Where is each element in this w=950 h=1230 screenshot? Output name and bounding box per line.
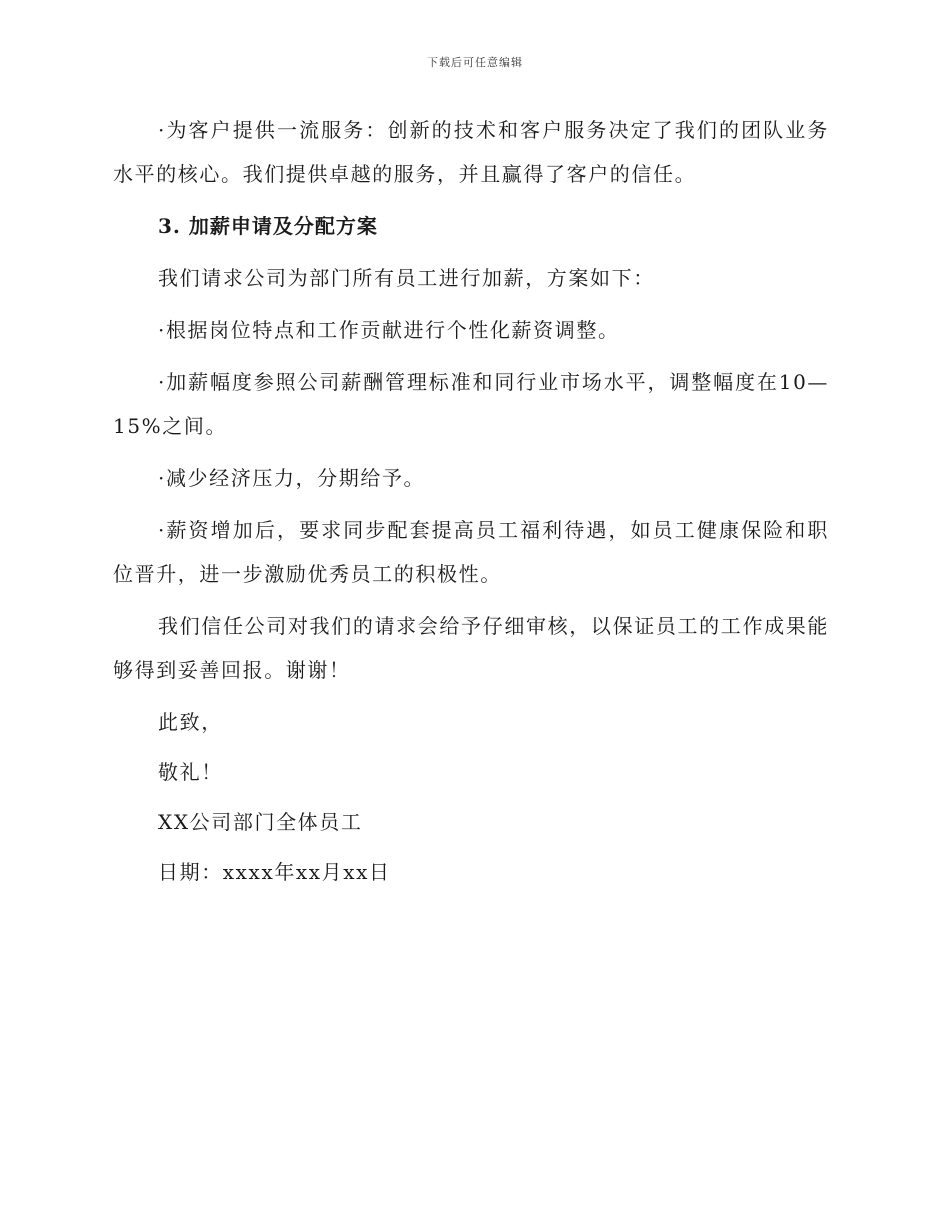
salutation-jingli: 敬礼！ <box>158 760 223 784</box>
raise-request-intro: 我们请求公司为部门所有员工进行加薪，方案如下： <box>158 266 655 290</box>
bullet-benefits: ·薪资增加后，要求同步配套提高员工福利待遇，如员工健康保险和职位晋升，进一步激励优秀员工的积极性。 <box>113 518 829 586</box>
bullet-personalized-adjustment: ·根据岗位特点和工作贡献进行个性化薪资调整。 <box>158 318 620 342</box>
signature-company: XX公司部门全体员工 <box>158 810 363 834</box>
closing-paragraph: 我们信任公司对我们的请求会给予仔细审核，以保证员工的工作成果能够得到妥善回报。谢谢！ <box>113 614 829 682</box>
document-body <box>113 108 829 900</box>
bullet-raise-range: ·加薪幅度参照公司薪酬管理标准和同行业市场水平，调整幅度在10—15%之间。 <box>113 370 829 438</box>
bullet-installments: ·减少经济压力，分期给予。 <box>158 466 426 490</box>
section-heading-raise-plan: 3. 加薪申请及分配方案 <box>158 214 378 238</box>
signature-date: 日期：xxxx年xx月xx日 <box>158 860 391 884</box>
page-header: 下载后可任意编辑 <box>427 56 523 69</box>
salutation-cizhi: 此致， <box>158 710 223 734</box>
bullet-customer-service: ·为客户提供一流服务：创新的技术和客户服务决定了我们的团队业务水平的核心。我们提供卓越的服务，并且赢得了客户的信任。 <box>113 118 829 186</box>
